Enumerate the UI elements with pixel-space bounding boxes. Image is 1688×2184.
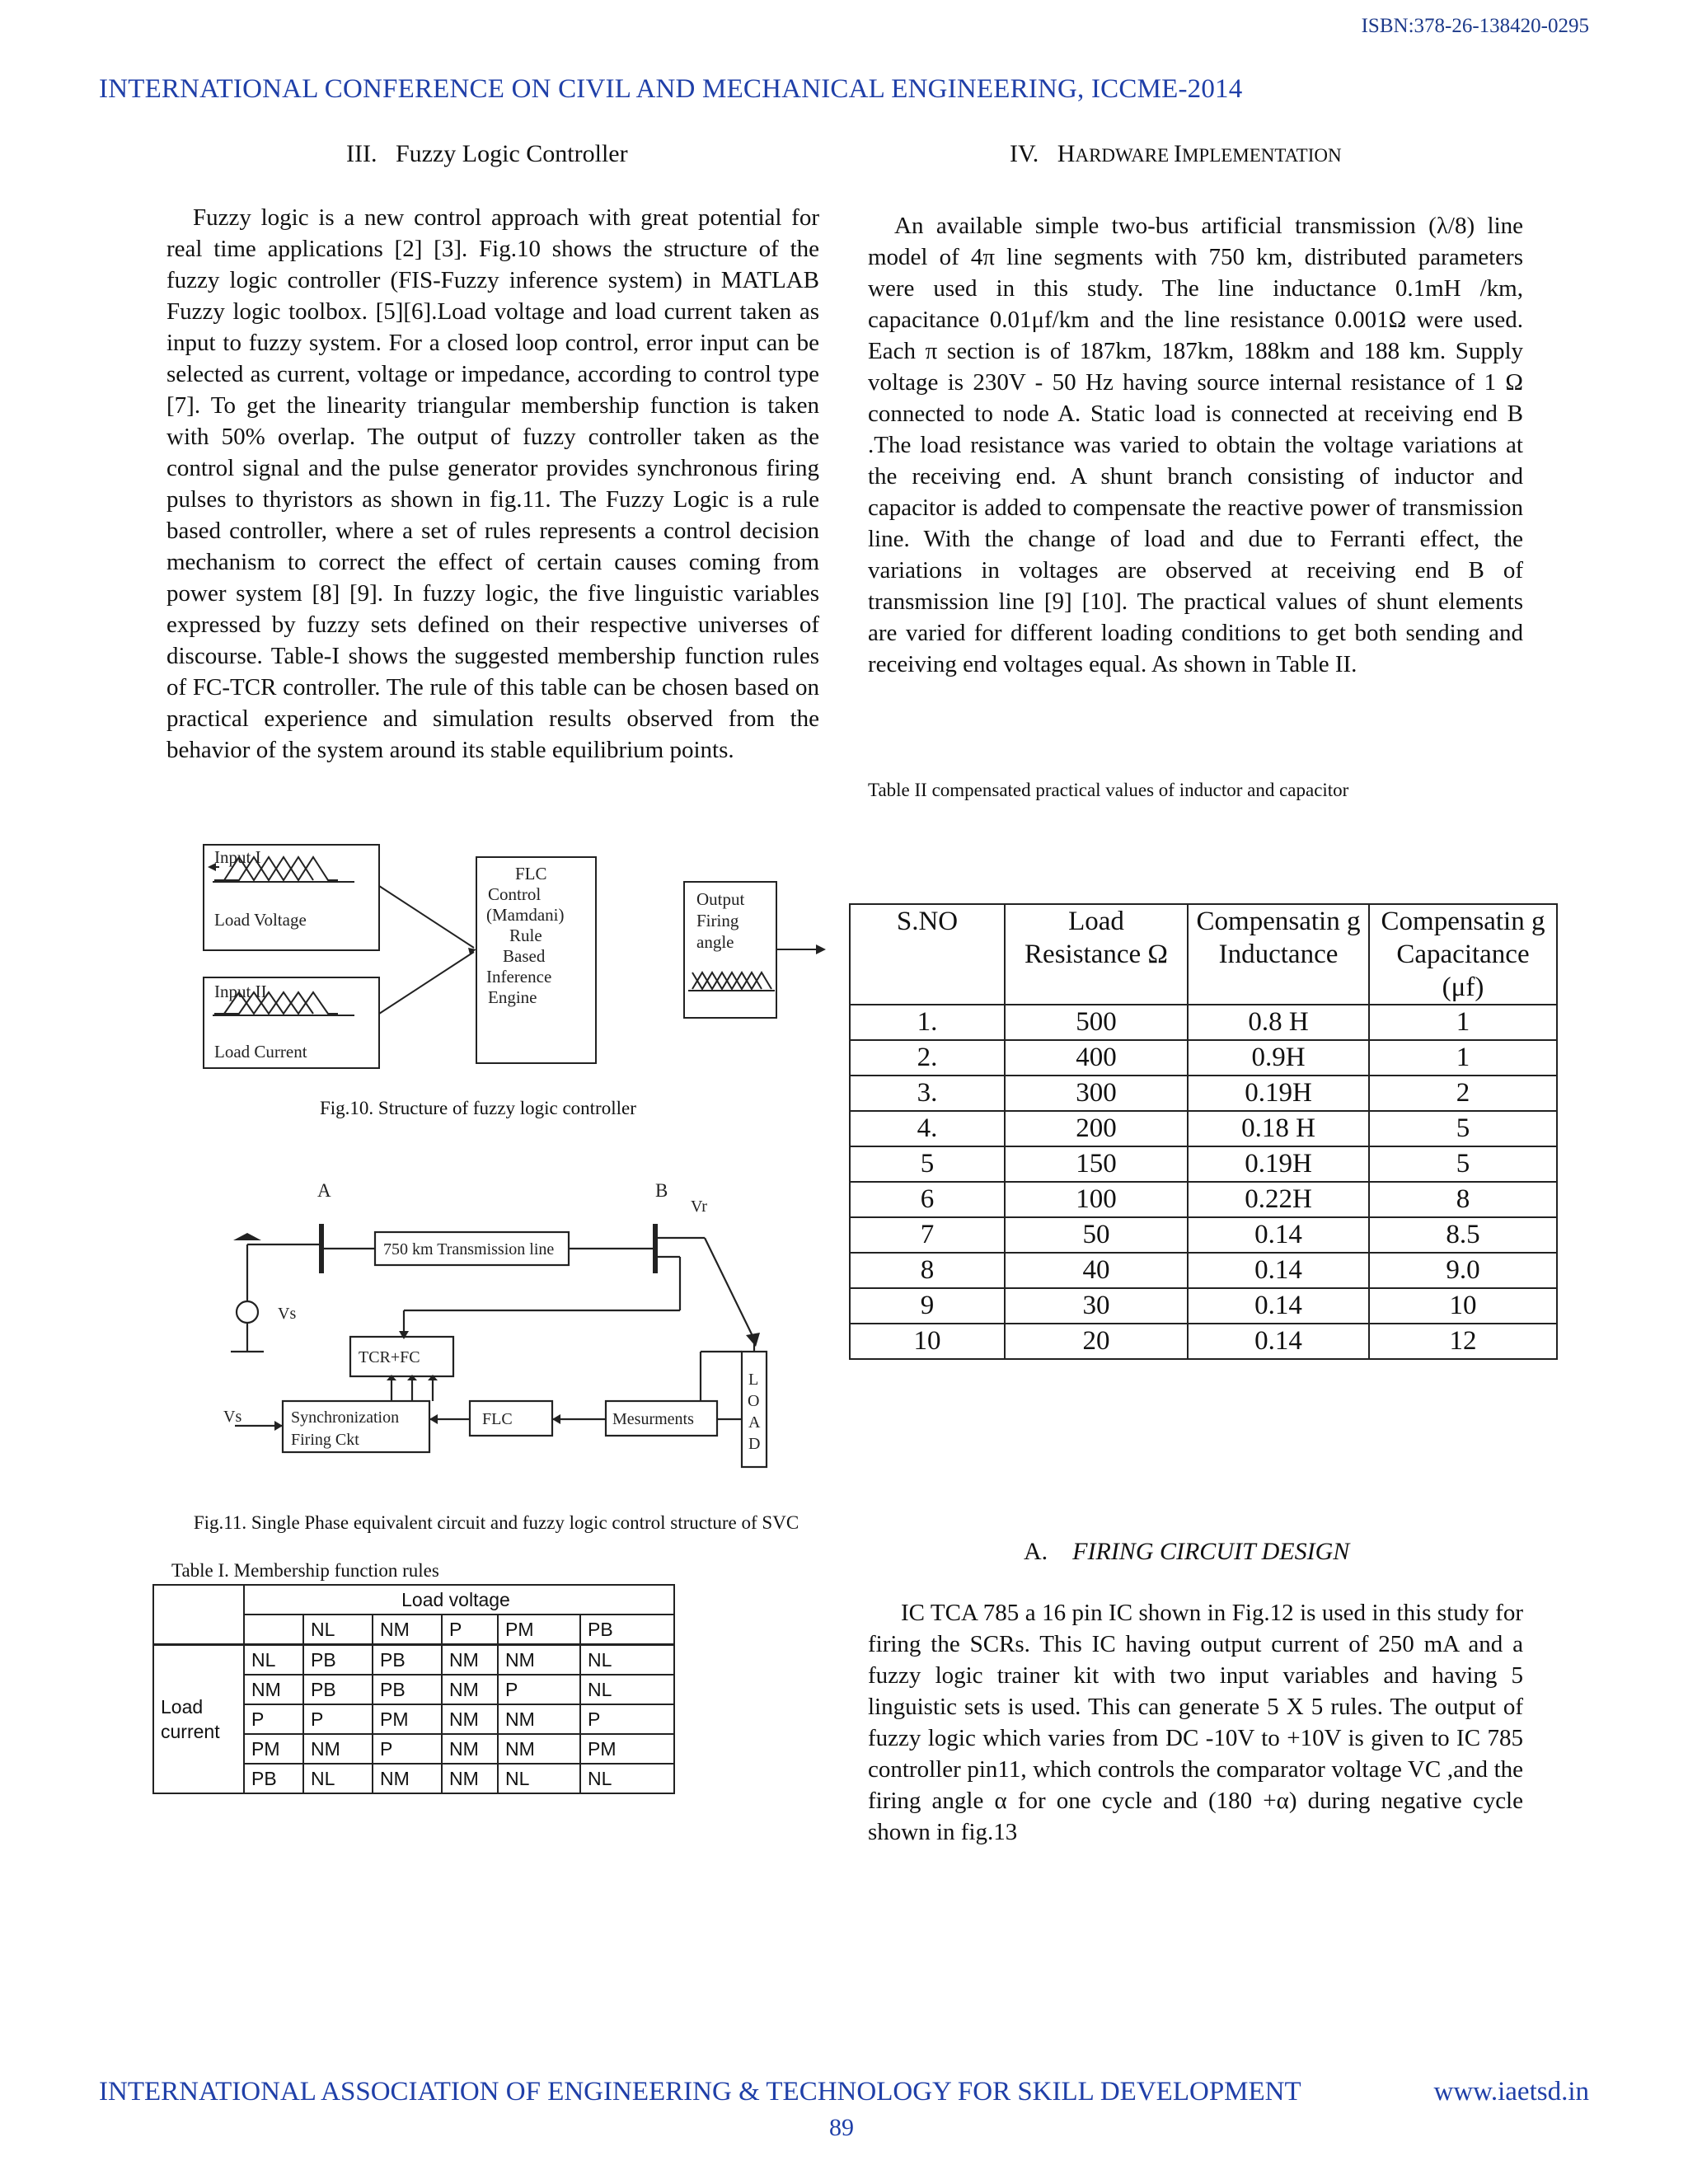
fig10-flc-line: Inference [486,967,552,987]
vs-label-2: Vs [223,1408,242,1426]
fig10-input2-label: Load Current [214,1042,307,1062]
firing-paragraph: IC TCA 785 a 16 pin IC shown in Fig.12 is used in this study for firing the SCRs. This IC having output current of 250 mA and a fuzzy logic trainer kit with two input variables and having 5 linguistic sets is used. This can generate 5 X 5 rules. The output of fuzzy logic which varies from DC -10V to +10V is given to IC 785 controller pin11, which controls the comparator voltage VC ,and the firing angle α for one cycle and (180 +α) during negative cycle shown in fig.13 [868,1600,1523,1845]
table-1-cell: PM [373,1704,442,1734]
fig10-flc-line: Based [503,946,546,966]
table-2-cell: 0.14 [1188,1253,1369,1288]
load-letter: D [748,1435,761,1453]
table-1-header-row [153,1615,674,1645]
sync-label-2: Firing Ckt [291,1431,359,1449]
table-2-cell: 300 [1005,1076,1188,1111]
table-2-cell: 400 [1005,1040,1188,1076]
source-symbol [237,1301,258,1323]
table-2-cell: 5 [850,1146,1005,1182]
table-2-cell: 40 [1005,1253,1188,1288]
table-2-cell: 500 [1005,1005,1188,1040]
table-1-cell: NL [580,1645,674,1675]
fig11-diagram [210,1179,812,1475]
table-1-row-label: PM [244,1734,303,1764]
fig10-diagram [157,832,832,1088]
table-1-col-header: P [442,1615,498,1645]
conference-title: INTERNATIONAL CONFERENCE ON CIVIL AND MECHANICAL ENGINEERING, ICCME-2014 [99,74,1243,104]
table-2-cell: 10 [850,1324,1005,1359]
table-1-cell: NL [498,1764,580,1793]
table-1-cell: NM [498,1645,580,1675]
load-letter: A [748,1413,761,1432]
table-1-cell: NL [580,1764,674,1793]
fig10-input1: Input I [214,847,261,867]
table-2-header: Compensatin g Capacitance (μf) [1369,904,1557,1005]
table-2-cell: 1 [1369,1040,1557,1076]
firing-label: A. [1024,1538,1048,1565]
table-2-cell: 200 [1005,1111,1188,1146]
table-2-cell: 1. [850,1005,1005,1040]
table-2-cell: 20 [1005,1324,1188,1359]
table-2-row [850,1324,1557,1359]
table-1-cell: PB [373,1645,442,1675]
table-1-cell: NM [442,1764,498,1793]
table-1-row-group: Load current [153,1645,244,1794]
measurements-label: Mesurments [612,1410,694,1428]
section-4-heading: IV. HARDWARE IMPLEMENTATION [1010,140,1342,167]
table-2-row [850,1288,1557,1324]
section-3-heading [346,140,628,168]
table-1-cell: P [498,1675,580,1704]
table-2-cell: 2 [1369,1076,1557,1111]
table-1-row [153,1645,674,1675]
table-1-cell: NM [498,1704,580,1734]
table-1-cell: PB [303,1645,373,1675]
table-2-cell: 0.8 H [1188,1005,1369,1040]
sync-label-1: Synchronization [291,1408,400,1427]
table-2-header: Compensatin g Inductance [1188,904,1369,1005]
table-2-cell: 8 [1369,1182,1557,1217]
table-1-cell: NM [442,1704,498,1734]
table-2-cell: 9.0 [1369,1253,1557,1288]
section-3-paragraph: Fuzzy logic is a new control approach with great potential for real time applications [2] [3]. Fig.10 shows the structure of the fuzzy logic controller (FIS-Fuzzy inference system) in MATLAB Fuzzy logic toolbox. [5][6].Load voltage and load current taken as input to fuzzy system. For a closed loop control, error input can be selected as current, voltage or impedance, according to control type [7]. To get the linearity triangular membership function is taken with 50% overlap. The output of fuzzy controller taken as the control signal and the pulse generator provides synchronous firing pulses to thyristors as shown in fig.11. The Fuzzy Logic is a rule based controller, where a set of rules represents a control decision mechanism to correct the effect of certain causes coming from power system [8] [9]. In fuzzy logic, the five linguistic variables expressed by fuzzy sets defined on their respective universes of discourse. Table-I shows the suggested membership function rules of FC-TCR controller. The rule of this table can be chosen based on practical experience and simulation results observed from the behavior of the system around its stable equilibrium points. [166,204,819,763]
table-2-cell: 8.5 [1369,1217,1557,1253]
table-2-caption: Table II compensated practical values of inductor and capacitor [868,780,1349,800]
table-2-cell: 5 [1369,1146,1557,1182]
fig10-flc-line: Engine [488,987,537,1007]
table-1-cell: P [373,1734,442,1764]
table-1-cell: NL [580,1675,674,1704]
table-2-cell: 5 [1369,1111,1557,1146]
fig10-caption: Fig.10. Structure of fuzzy logic controller [320,1098,636,1118]
footer-org: INTERNATIONAL ASSOCIATION OF ENGINEERING & TECHNOLOGY FOR SKILL DEVELOPMENT [99,2077,1301,2107]
fig10-output-line: Output [696,889,745,909]
table-2-row [850,1217,1557,1253]
flc-label: FLC [482,1410,513,1428]
arrow-input2 [379,952,474,1014]
line-to-load [705,1238,754,1339]
table-1-col-header: PM [498,1615,580,1645]
arrow-input1 [379,886,474,948]
table-2-cell: 150 [1005,1146,1188,1182]
fig10-output-line: Firing [696,911,739,930]
fig10-flc-line: FLC [515,864,547,883]
table-2-cell: 1 [1369,1005,1557,1040]
table-2-cell: 6 [850,1182,1005,1217]
table-1-cell: NM [303,1734,373,1764]
transmission-line-label: 750 km Transmission line [383,1240,555,1258]
table-2-cell: 0.18 H [1188,1111,1369,1146]
table-1 [152,1584,675,1794]
table-2-cell: 10 [1369,1288,1557,1324]
table-2-cell: 7 [850,1217,1005,1253]
footer-url[interactable]: www.iaetsd.in [1433,2077,1589,2107]
table-2-cell: 50 [1005,1217,1188,1253]
table-1-cell: NM [442,1734,498,1764]
table-1-col-header: NM [373,1615,442,1645]
vs-label: Vs [278,1305,297,1323]
table-1-col-header: PB [580,1615,674,1645]
load-letter: O [748,1392,760,1410]
table-2-header: S.NO [850,904,1005,1005]
table-1-col-group: Load voltage [244,1585,674,1615]
table-1-row-label: P [244,1704,303,1734]
table-1-caption: Table I. Membership function rules [171,1560,439,1581]
table-2-cell: 0.14 [1188,1288,1369,1324]
table-2-cell: 0.14 [1188,1324,1369,1359]
table-2-cell: 4. [850,1111,1005,1146]
table-1-cell: P [303,1704,373,1734]
table-1-row-label: NL [244,1645,303,1675]
table-1-cell: NM [442,1675,498,1704]
page-number: 89 [829,2114,854,2141]
table-1-cell: NL [303,1764,373,1793]
fig10-input2: Input II [214,982,267,1001]
table-2-row [850,1253,1557,1288]
table-2-header-row [850,904,1557,1005]
table-2-row [850,1182,1557,1217]
load-letter: L [748,1371,759,1389]
table-2-cell: 0.22H [1188,1182,1369,1217]
table-2-row [850,1005,1557,1040]
fig10-input1-label: Load Voltage [214,910,307,930]
fig10-flc-line: Control [488,884,542,904]
table-1-cell: PM [580,1734,674,1764]
table-2-row [850,1076,1557,1111]
table-2-header: Load Resistance Ω [1005,904,1188,1005]
table-2-cell: 100 [1005,1182,1188,1217]
table-1-cell: NM [373,1764,442,1793]
firing-heading [1024,1538,1349,1566]
table-2-cell: 8 [850,1253,1005,1288]
table-1-cell: P [580,1704,674,1734]
table-2-row [850,1040,1557,1076]
table-2-cell: 30 [1005,1288,1188,1324]
table-1-col-header: NL [303,1615,373,1645]
table-1-row-label: NM [244,1675,303,1704]
table-2-cell: 0.14 [1188,1217,1369,1253]
table-2-row [850,1111,1557,1146]
section-3-title: Fuzzy Logic Controller [395,140,628,167]
table-2-row [850,1146,1557,1182]
fig10-output-line: angle [696,932,734,952]
section-4-number: IV. [1010,140,1039,167]
table-2-cell: 9 [850,1288,1005,1324]
tcr-fc-label: TCR+FC [359,1348,420,1366]
table-1-cell: PB [303,1675,373,1704]
fig10-flc-line: (Mamdani) [486,905,565,925]
table-1-row-label: PB [244,1764,303,1793]
isbn: ISBN:378-26-138420-0295 [1361,15,1589,37]
node-b: B [655,1180,668,1201]
table-2 [849,903,1558,1360]
table-2-cell: 0.19H [1188,1146,1369,1182]
firing-title: FIRING CIRCUIT DESIGN [1072,1538,1350,1565]
table-2-cell: 3. [850,1076,1005,1111]
vr-label: Vr [691,1197,707,1216]
table-1-cell: NM [442,1645,498,1675]
fig10-flc-line: Rule [509,926,542,945]
table-2-cell: 0.9H [1188,1040,1369,1076]
section-3-number: III. [346,140,377,167]
table-1-cell: NM [498,1734,580,1764]
section-4-paragraph: An available simple two-bus artificial transmission (λ/8) line model of 4π line segments with 750 km, distributed parameters were used in this study. The line inductance 0.1mH /km, capacitance 0.01μf/km and the line resistance 0.001Ω were used. Each π section is of 187km, 187km, 188km and 188 km. Supply voltage is 230V - 50 Hz having source internal resistance of 1 Ω connected to node A. Static load is connected at receiving end B .The load resistance was varied to obtain the voltage variations at the receiving end. A shunt branch consisting of inductor and capacitor is added to compensate the reactive power of transmission line. With the change of load and due to Ferranti effect, the variations in voltages are observed at receiving end B of transmission line [9] [10]. The practical values of shunt elements are varied for different loading conditions to get both sending and receiving end voltages equal. As shown in Table II. [868,213,1523,677]
table-2-cell: 12 [1369,1324,1557,1359]
node-a: A [317,1180,331,1201]
table-1-cell: PB [373,1675,442,1704]
table-2-cell: 0.19H [1188,1076,1369,1111]
table-2-cell: 2. [850,1040,1005,1076]
fig11-caption: Fig.11. Single Phase equivalent circuit and fuzzy logic control structure of SVC [193,1512,799,1533]
